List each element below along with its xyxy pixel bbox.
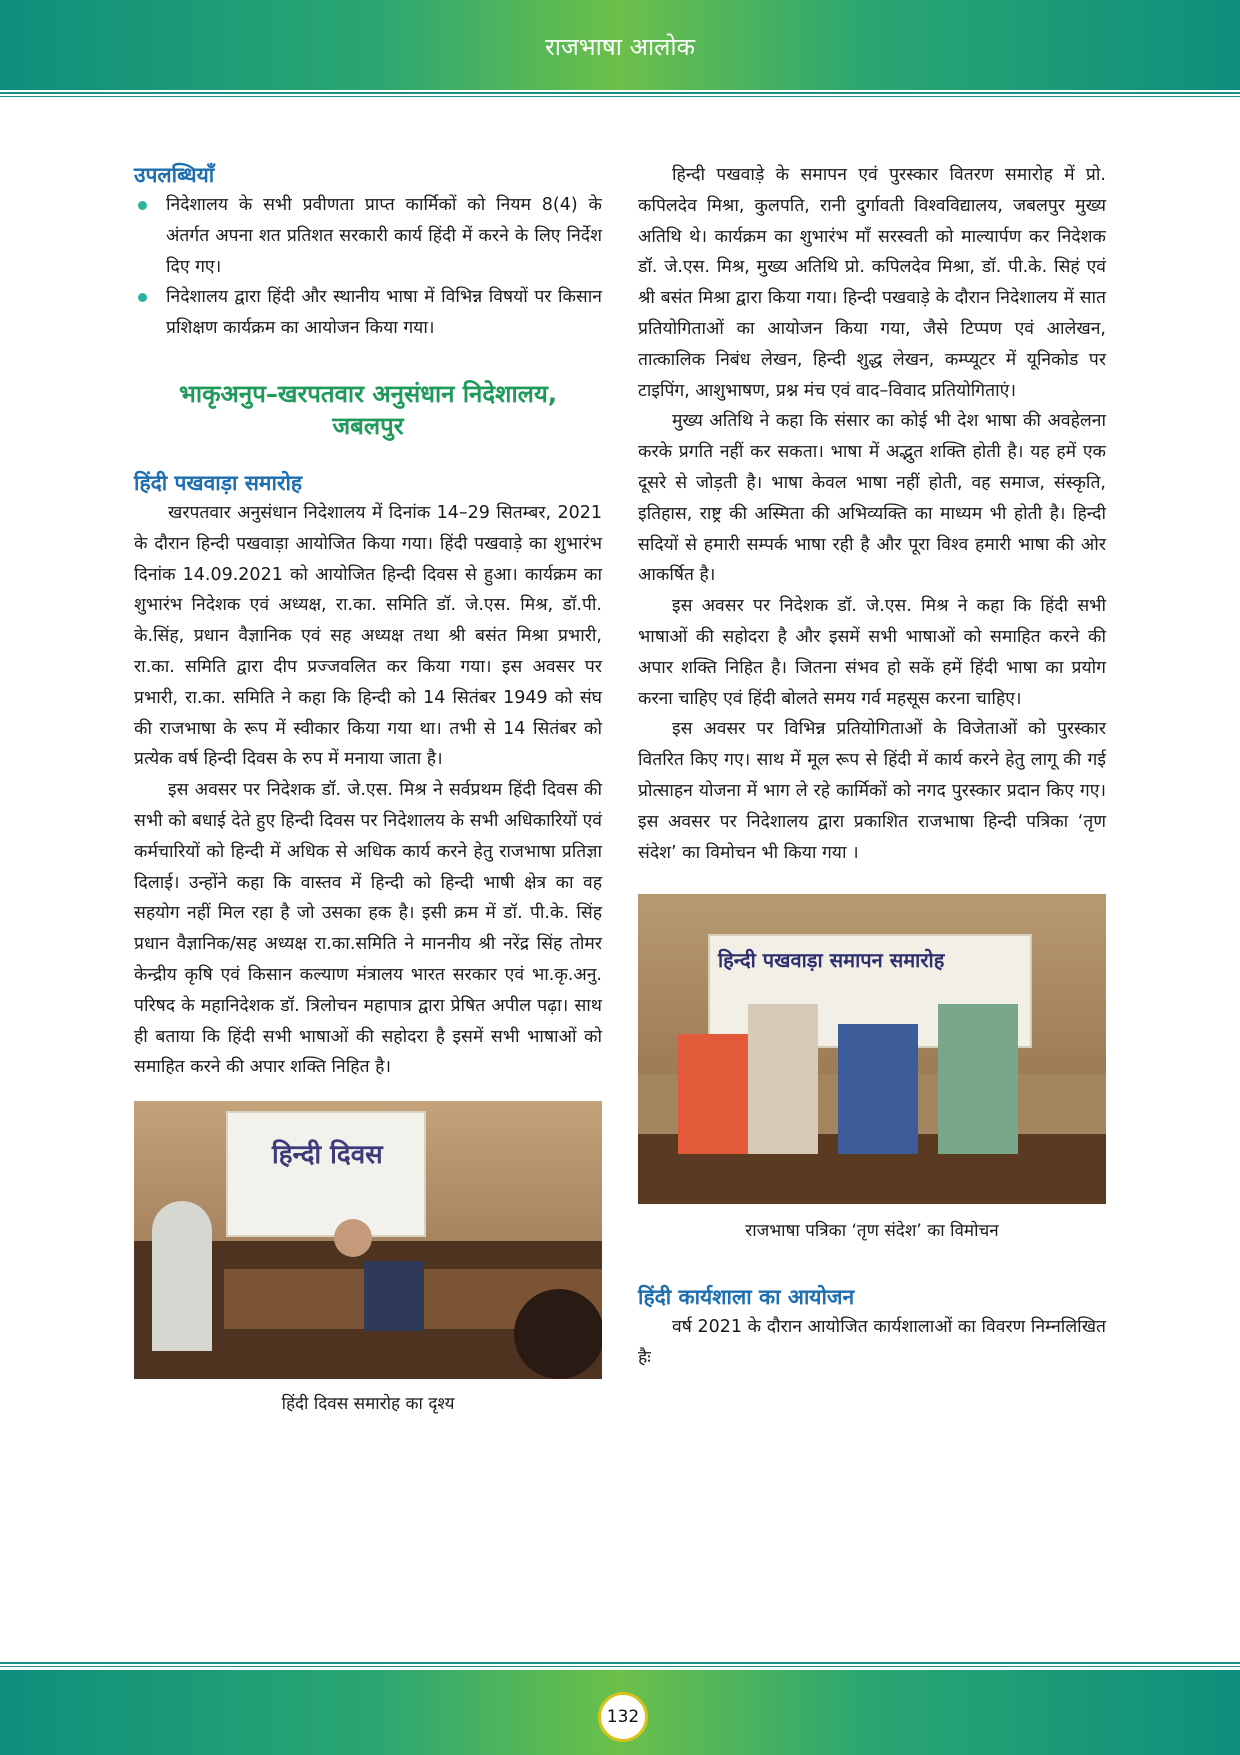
org-heading: भाकृअनुप–खरपतवार अनुसंधान निदेशालय, जबलपुर [179, 379, 557, 440]
paragraph: वर्ष 2021 के दौरान आयोजित कार्यशालाओं का विवरण निम्नलिखित हैः [638, 1317, 1106, 1369]
photo-banner-text: हिन्दी दिवस [272, 1140, 383, 1171]
photo-caption: राजभाषा पत्रिका ‘तृण संदेश’ का विमोचन [745, 1221, 999, 1242]
workshop-heading: हिंदी कार्यशाला का आयोजन [638, 1285, 855, 1310]
bullet-icon [138, 293, 147, 302]
page-number: 132 [598, 1692, 648, 1742]
footer-rule [0, 1662, 1240, 1664]
list-item: निदेशालय के सभी प्रवीणता प्राप्त कार्मिकों को नियम 8(4) के अंतर्गत अपना शत प्रतिशत सरकारी कार्य हिंदी में करने के लिए निर्देश दिए गए। [134, 190, 602, 282]
right-column [638, 160, 1106, 1374]
magazine-title: राजभाषा आलोक [544, 33, 696, 61]
achievements-list [134, 190, 602, 344]
page-header [0, 0, 1240, 90]
paragraph: मुख्य अतिथि ने कहा कि संसार का कोई भी देश भाषा की अवहेलना करके प्रगति नहीं कर सकता। भाषा में अद्भुत शक्ति होती है। यह हमें एक दूसरे से जोड़ती है। भाषा केवल भाषा नहीं होती, वह समाज, संस्कृति, इतिहास, राष्ट्र की अस्मिता की अभिव्यक्ति का माध्यम भी होती है। हिन्दी सदियों से हमारी सम्पर्क भाषा रही है और पूरा विश्व हमारी भाषा की ओर आकर्षित है। [638, 411, 1106, 586]
list-item: निदेशालय द्वारा हिंदी और स्थानीय भाषा में विभिन्न विषयों पर किसान प्रशिक्षण कार्यक्रम का आयोजन किया गया। [134, 282, 602, 344]
paragraph: इस अवसर पर निदेशक डॉ. जे.एस. मिश्र ने सर्वप्रथम हिंदी दिवस की सभी को बधाई देते हुए हिन्दी दिवस पर निदेशालय के सभी अधिकारियों एवं कर्मचारियों को हिन्दी में अधिक से अधिक कार्य करने हेतु राजभाषा प्रतिज्ञा दिलाई। उन्होंने कहा कि वास्तव में हिन्दी को हिन्दी भाषी क्षेत्र का वह सहयोग नहीं मिल रहा है जो उसका हक है। इसी क्रम में डॉ. पी.के. सिंह प्रधान वैज्ञानिक/सह अध्यक्ष रा.का.समिति ने माननीय श्री नरेंद्र सिंह तोमर केन्द्रीय कृषि एवं किसान कल्याण मंत्रालय भारत सरकार एवं भा.कृ.अनु. परिषद के महानिदेशक डॉ. त्रिलोचन महापात्र द्वारा प्रेषित अपील पढ़ा। साथ ही बताया कि हिंदी सभी भाषाओं की सहोदरा है इसमें सभी भाषाओं को समाहित करने की अपार शक्ति निहित है। [134, 780, 602, 1078]
release-photo [638, 894, 1106, 1204]
header-rule-thin [0, 96, 1240, 97]
header-rule [0, 92, 1240, 94]
footer-rule-thin [0, 1666, 1240, 1667]
paragraph: इस अवसर पर निदेशक डॉ. जे.एस. मिश्र ने कहा कि हिंदी सभी भाषाओं की सहोदरा है और इसमें सभी भाषाओं को समाहित करने की अपार शक्ति निहित है। जितना संभव हो सकें हमें हिंदी भाषा का प्रयोग करना चाहिए एवं हिंदी बोलते समय गर्व महसूस करना चाहिए। [638, 596, 1106, 709]
paragraph: खरपतवार अनुसंधान निदेशालय में दिनांक 14–29 सितम्बर, 2021 के दौरान हिन्दी पखवाड़ा आयोजित किया गया। हिंदी पखवाड़े का शुभारंभ दिनांक 14.09.2021 को आयोजित हिन्दी दिवस से हुआ। कार्यक्रम का शुभारंभ निदेशक एवं अध्यक्ष, रा.का. समिति डॉ. जे.एस. मिश्र, डॉ.पी. के.सिंह, प्रधान वैज्ञानिक एवं सह अध्यक्ष तथा श्री बसंत मिश्रा प्रभारी, रा.का. समिति द्वारा दीप प्रज्जवलित कर किया गया। इस अवसर पर प्रभारी, रा.का. समिति ने कहा कि हिन्दी को 14 सितंबर 1949 को संघ की राजभाषा के रूप में स्वीकार किया गया था। तभी से 14 सितंबर को प्रत्येक वर्ष हिन्दी दिवस के रुप में मनाया जाता है। [134, 502, 602, 770]
paragraph: हिन्दी पखवाड़े के समापन एवं पुरस्कार वितरण समारोह में प्रो. कपिलदेव मिश्रा, कुलपति, रानी दुर्गावती विश्वविद्यालय, जबलपुर मुख्य अतिथि थे। कार्यक्रम का शुभारंभ माँ सरस्वती को माल्यार्पण कर निदेशक डॉ. जे.एस. मिश्र, मुख्य अतिथि प्रो. कपिलदेव मिश्रा, डॉ. पी.के. सिहं एवं श्री बसंत मिश्रा द्वारा किया गया। हिन्दी पखवाड़े के दौरान निदेशालय में सात प्रतियोगिताओं का आयोजन किया गया, जैसे टिप्पण एवं आलेखन, तात्कालिक निबंध लेखन, हिन्दी शुद्ध लेखन, कम्प्यूटर में यूनिकोड पर टाइपिंग, आशुभाषण, प्रश्न मंच एवं वाद–विवाद प्रतियोगिताएं। [638, 165, 1106, 401]
hindi-diwas-photo [134, 1101, 602, 1379]
photo-caption: हिंदी दिवस समारोह का दृश्य [281, 1394, 455, 1415]
pakhwada-heading: हिंदी पखवाड़ा समारोह [134, 470, 303, 495]
achievements-heading: उपलब्धियाँ [134, 163, 215, 187]
paragraph: इस अवसर पर विभिन्न प्रतियोगिताओं के विजेताओं को पुरस्कार वितरित किए गए। साथ में मूल रूप से हिंदी में कार्य करने हेतु लागू की गई प्रोत्साहन योजना में भाग ले रहे कार्मिकों को नगद पुरस्कार प्रदान किए गए। इस अवसर पर निदेशालय द्वारा प्रकाशित राजभाषा हिन्दी पत्रिका ‘तृण संदेश’ का विमोचन भी किया गया । [638, 719, 1106, 863]
left-column [134, 160, 602, 1417]
bullet-icon [138, 201, 147, 210]
photo-banner-text: हिन्दी पखवाड़ा समापन समारोह [718, 948, 945, 973]
